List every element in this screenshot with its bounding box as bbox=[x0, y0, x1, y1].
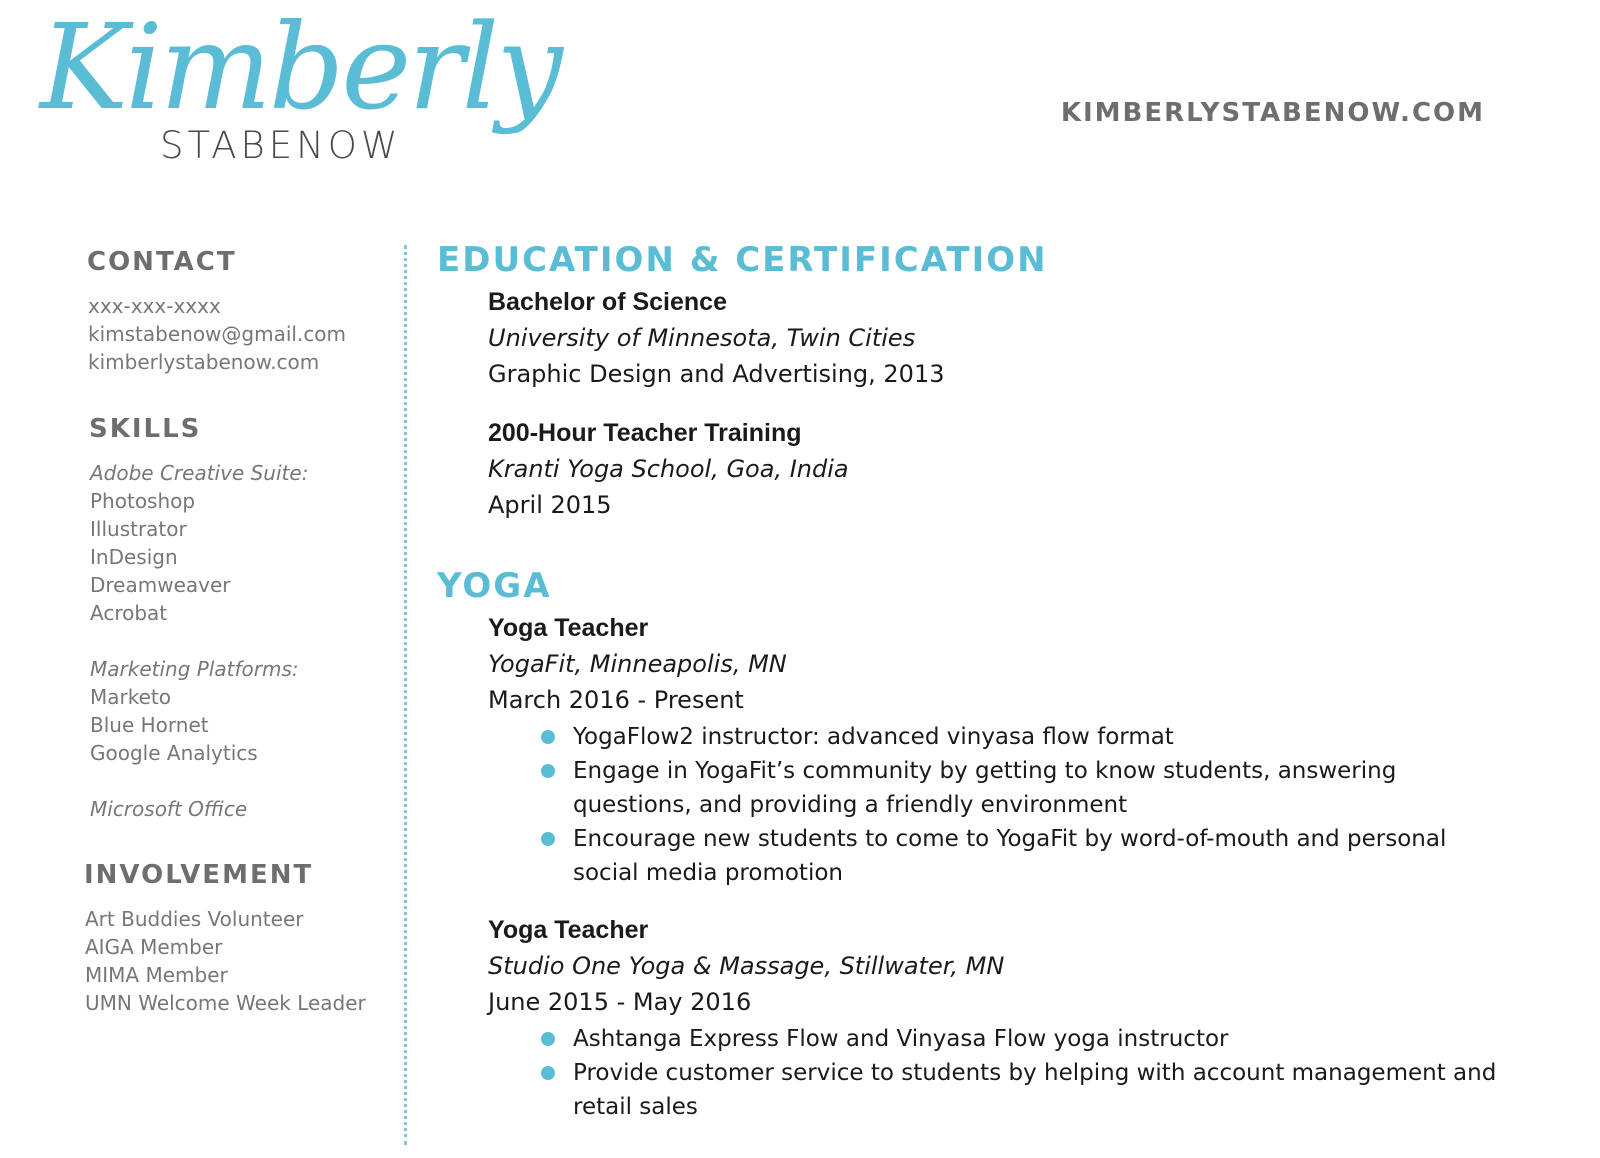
bullet-item bbox=[573, 822, 1498, 890]
entry-title: Yoga Teacher bbox=[488, 614, 649, 642]
entry-dates: June 2015 - May 2016 bbox=[488, 988, 752, 1016]
skill-category: Microsoft Office bbox=[90, 797, 248, 821]
entry-organization: YogaFit, Minneapolis, MN bbox=[488, 650, 787, 678]
bullet-text: Encourage new students to come to YogaFit by word-of-mouth and personal social media promotion bbox=[573, 826, 1447, 886]
contact-list bbox=[88, 292, 346, 376]
bullet-dot-icon bbox=[541, 730, 555, 744]
bullet-text: Ashtanga Express Flow and Vinyasa Flow yoga instructor bbox=[573, 1026, 1229, 1052]
education-entry bbox=[488, 415, 1498, 523]
skill-item: InDesign bbox=[90, 545, 178, 569]
entry-title: Bachelor of Science bbox=[488, 288, 727, 316]
entry-detail: April 2015 bbox=[488, 491, 612, 519]
bullet-dot-icon bbox=[541, 1066, 555, 1080]
list-spacer bbox=[90, 767, 308, 795]
contact-email[interactable]: kimstabenow@gmail.com bbox=[88, 322, 347, 346]
involvement-list bbox=[85, 905, 366, 1017]
involvement-item: UMN Welcome Week Leader bbox=[85, 991, 366, 1015]
column-divider bbox=[404, 245, 407, 1145]
skill-category: Marketing Platforms: bbox=[90, 657, 299, 681]
entry-title: 200-Hour Teacher Training bbox=[488, 419, 802, 447]
bullet-dot-icon bbox=[541, 764, 555, 778]
entry-organization: University of Minnesota, Twin Cities bbox=[488, 324, 916, 352]
bullet-text: Engage in YogaFit’s community by getting to know students, answering questions, and providing a friendly environment bbox=[573, 758, 1397, 818]
yoga-heading: YOGA bbox=[437, 566, 552, 606]
skills-heading: SKILLS bbox=[89, 414, 202, 444]
bullet-list bbox=[488, 720, 1498, 890]
entry-organization: Kranti Yoga School, Goa, India bbox=[488, 455, 849, 483]
skill-item: Photoshop bbox=[90, 489, 196, 513]
contact-phone: xxx-xxx-xxxx bbox=[88, 294, 221, 318]
entry-organization: Studio One Yoga & Massage, Stillwater, MN bbox=[488, 952, 1005, 980]
bullet-list bbox=[488, 1022, 1498, 1124]
contact-website[interactable]: kimberlystabenow.com bbox=[88, 350, 320, 374]
website-link[interactable]: KIMBERLYSTABENOW.COM bbox=[1060, 98, 1485, 128]
bullet-dot-icon bbox=[541, 832, 555, 846]
education-entry bbox=[488, 284, 1498, 392]
bullet-dot-icon bbox=[541, 1032, 555, 1046]
involvement-heading: INVOLVEMENT bbox=[84, 860, 314, 890]
involvement-item: MIMA Member bbox=[85, 963, 228, 987]
entry-title: Yoga Teacher bbox=[488, 916, 649, 944]
skill-item: Marketo bbox=[90, 685, 171, 709]
education-heading: EDUCATION & CERTIFICATION bbox=[437, 240, 1048, 280]
logo-surname: STABENOW bbox=[160, 124, 402, 167]
yoga-entry bbox=[488, 912, 1498, 1124]
contact-heading: CONTACT bbox=[87, 247, 237, 277]
skill-item: Blue Hornet bbox=[90, 713, 209, 737]
skill-item: Google Analytics bbox=[90, 741, 258, 765]
involvement-item: AIGA Member bbox=[85, 935, 223, 959]
bullet-item bbox=[573, 720, 1498, 754]
bullet-item bbox=[573, 754, 1498, 822]
bullet-text: Provide customer service to students by helping with account management and retail sales bbox=[573, 1060, 1497, 1120]
skill-item: Illustrator bbox=[90, 517, 187, 541]
skill-item: Acrobat bbox=[90, 601, 168, 625]
list-spacer bbox=[90, 627, 308, 655]
bullet-item bbox=[573, 1056, 1498, 1124]
skill-category: Adobe Creative Suite: bbox=[90, 461, 309, 485]
bullet-text: YogaFlow2 instructor: advanced vinyasa flow format bbox=[573, 724, 1174, 750]
involvement-item: Art Buddies Volunteer bbox=[85, 907, 304, 931]
skills-list bbox=[90, 459, 308, 823]
bullet-item bbox=[573, 1022, 1498, 1056]
yoga-entry bbox=[488, 610, 1498, 890]
entry-detail: Graphic Design and Advertising, 2013 bbox=[488, 360, 945, 388]
entry-dates: March 2016 - Present bbox=[488, 686, 744, 714]
logo-script-name: Kimberly bbox=[40, 0, 560, 136]
skill-item: Dreamweaver bbox=[90, 573, 231, 597]
